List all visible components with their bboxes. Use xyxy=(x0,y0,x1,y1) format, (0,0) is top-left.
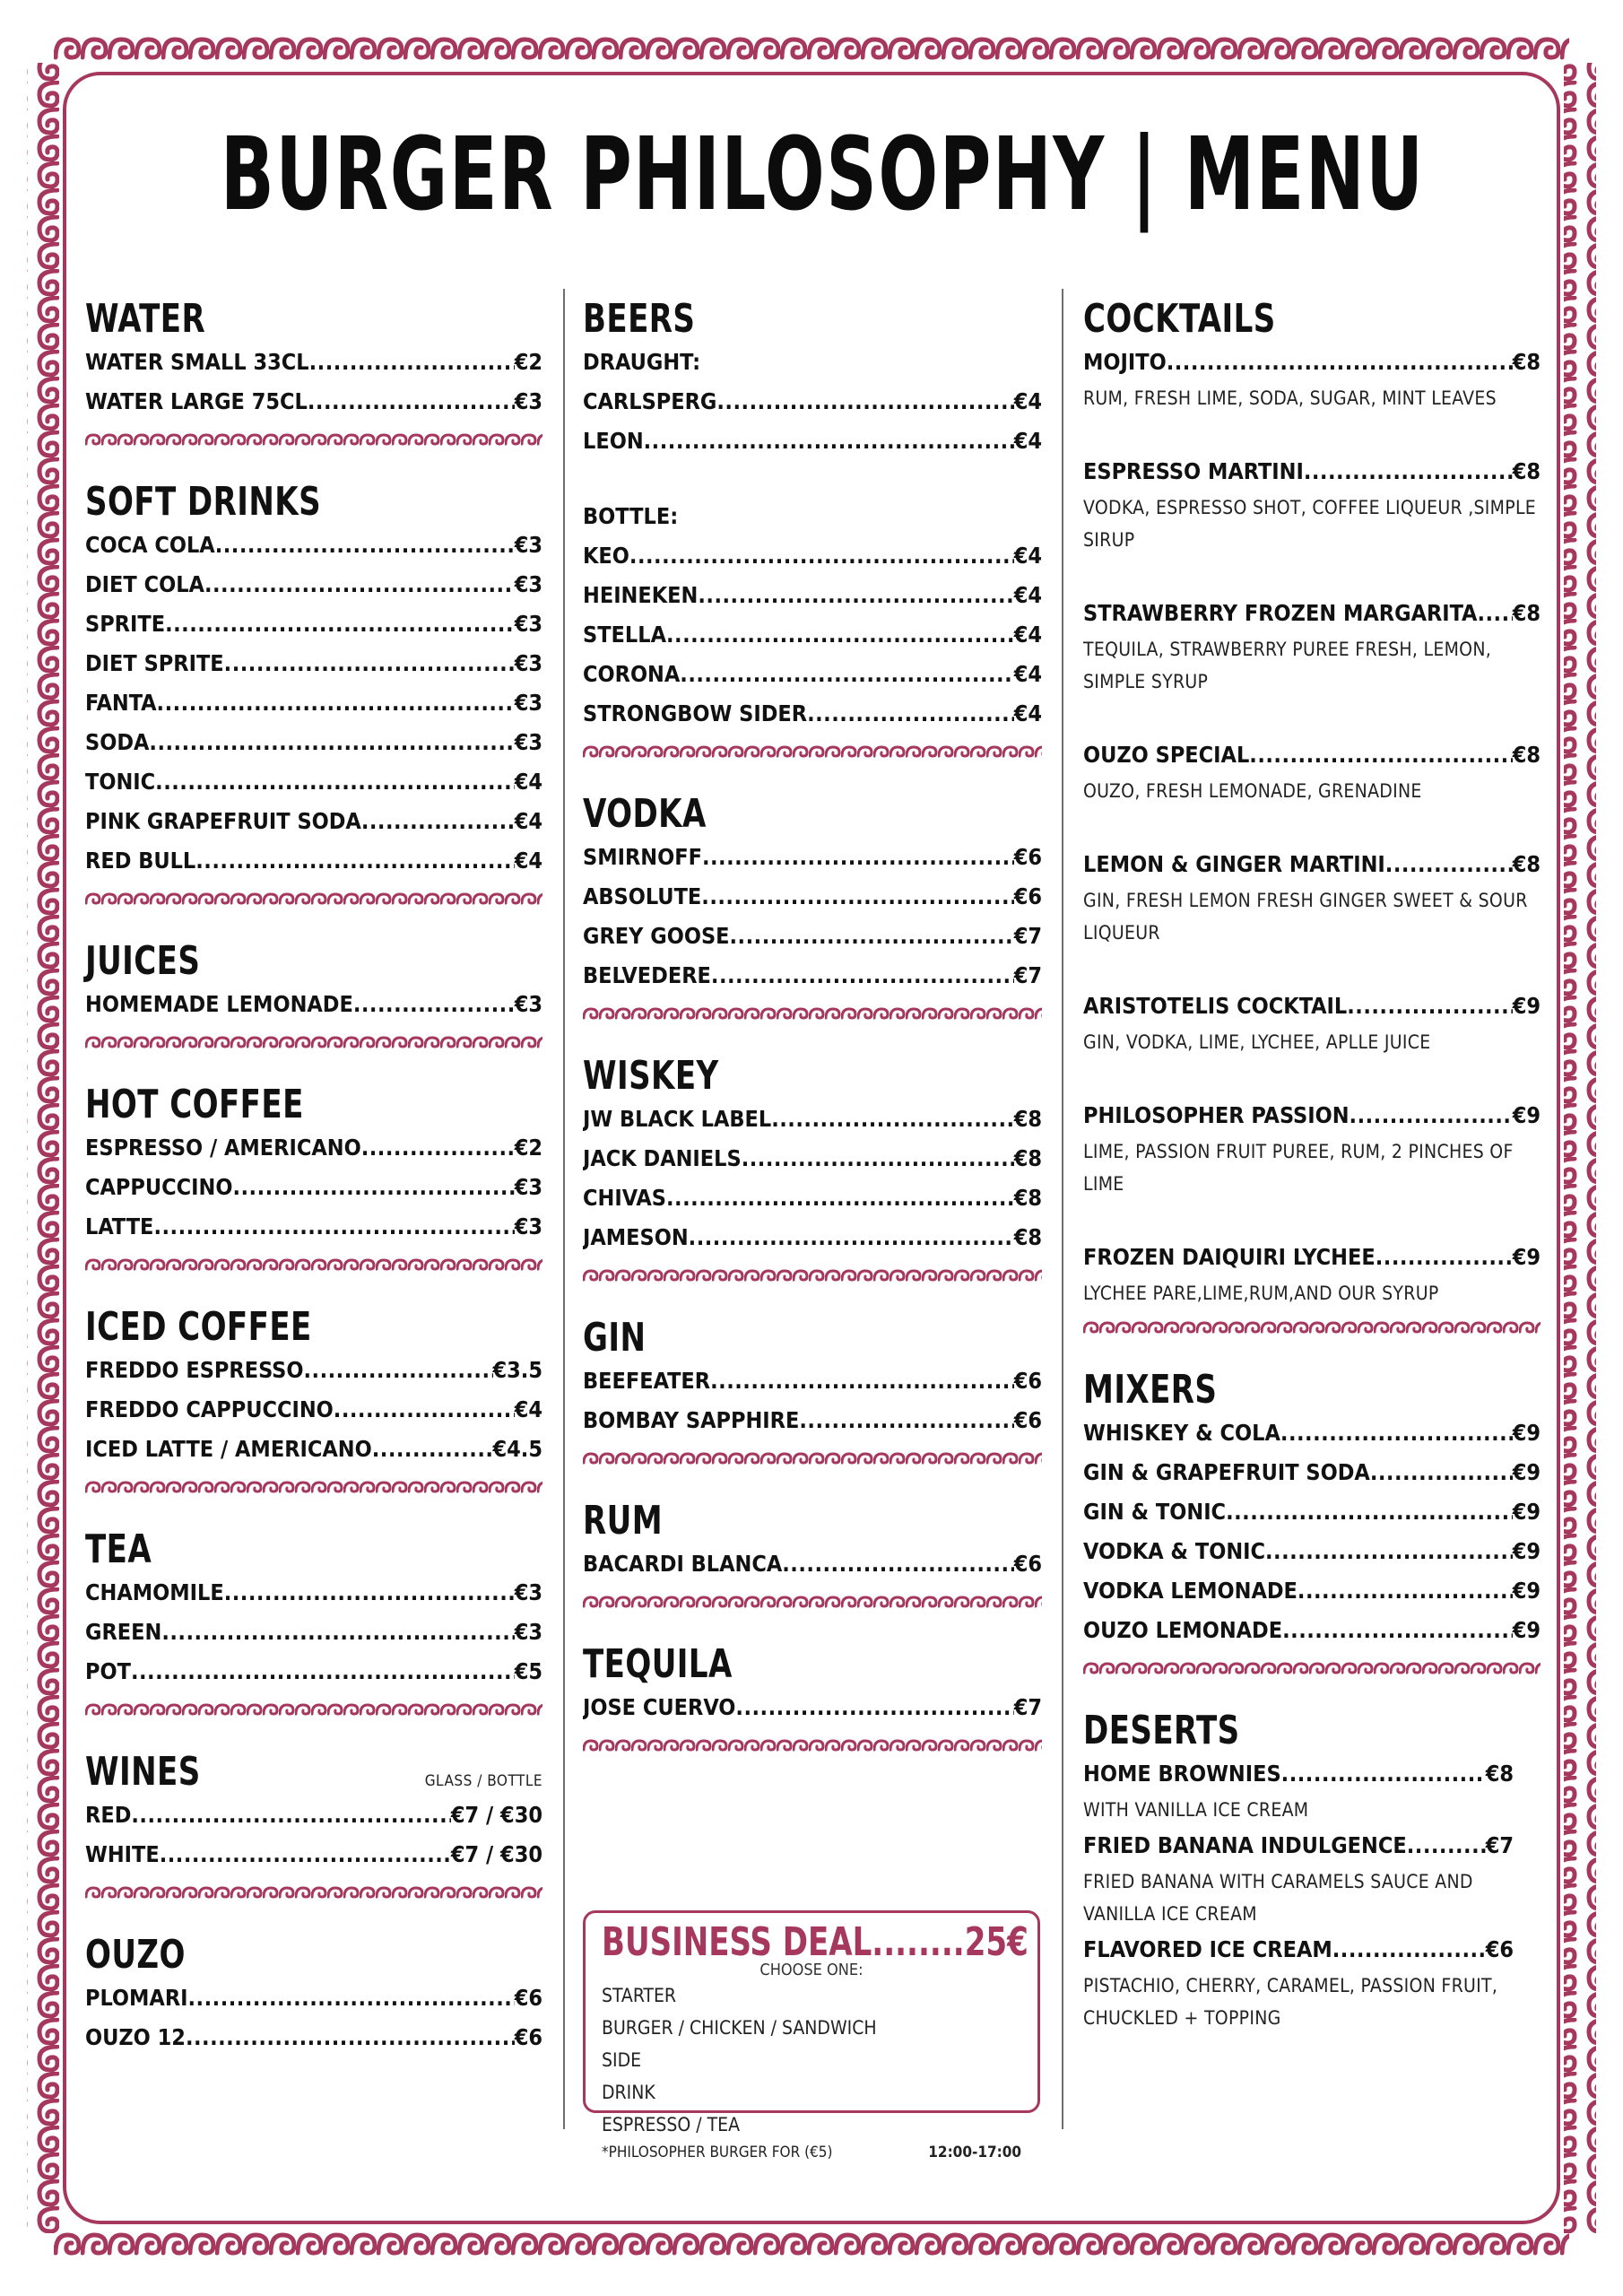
section-iced-coffee xyxy=(85,1304,542,1469)
item-description: LYCHEE PARE,LIME,RUM,AND OUR SYRUP xyxy=(1083,1283,1439,1304)
section-divider xyxy=(85,422,542,457)
menu-item xyxy=(1083,1096,1541,1135)
section-divider xyxy=(583,1727,1042,1763)
section-mixers xyxy=(1083,1367,1541,1650)
item-price: €3 xyxy=(514,571,542,597)
item-price: €4 xyxy=(1013,388,1042,414)
menu-item xyxy=(1083,1826,1514,1866)
item-name: WHISKEY & COLA xyxy=(1083,1420,1280,1446)
column-divider xyxy=(1062,289,1063,2129)
section-heading: DESERTS xyxy=(1083,1708,1240,1753)
section-heading: TEQUILA xyxy=(583,1641,733,1687)
section-rum xyxy=(583,1498,1042,1584)
section-heading: JUICES xyxy=(85,938,201,984)
item-description: WITH VANILLA ICE CREAM xyxy=(1083,1799,1309,1821)
item-price: €4 xyxy=(1013,622,1042,648)
menu-item xyxy=(1083,1754,1514,1794)
item-price: €8 xyxy=(1485,1761,1514,1787)
deal-option: ESPRESSO / TEA xyxy=(602,2114,741,2135)
item-price: €4 xyxy=(514,848,542,874)
item-name: OUZO 12 xyxy=(85,2024,186,2050)
item-name: BELVEDERE xyxy=(583,962,711,988)
item-description: GIN, VODKA, LIME, LYCHEE, APLLE JUICE xyxy=(1083,1031,1431,1053)
section-heading: WATER xyxy=(85,296,206,342)
item-price: €4 xyxy=(514,1396,542,1422)
section-soft-drinks xyxy=(85,479,542,881)
section-heading: OUZO xyxy=(85,1932,186,1978)
item-name: PLOMARI xyxy=(85,1985,188,2011)
item-name: FANTA xyxy=(85,690,157,716)
item-name: KEO xyxy=(583,543,629,569)
menu-item xyxy=(583,1361,1042,1401)
menu-item xyxy=(85,382,542,422)
item-name: SODA xyxy=(85,729,150,755)
menu-item xyxy=(1083,1532,1541,1571)
section-heading: WISKEY xyxy=(583,1053,719,1099)
menu-item xyxy=(85,1652,542,1692)
section-heading: TEA xyxy=(85,1526,152,1572)
menu-item xyxy=(583,382,1042,422)
item-name: CHAMOMILE xyxy=(85,1579,224,1605)
item-description: VODKA, ESPRESSO SHOT, COFFEE LIQUEUR ,SIMPLE SIRUP xyxy=(1083,497,1537,551)
item-price: €4 xyxy=(514,808,542,834)
menu-item xyxy=(85,683,542,723)
item-name: JACK DANIELS xyxy=(583,1145,742,1171)
menu-item xyxy=(85,526,542,565)
section-heading: ICED COFFEE xyxy=(85,1304,312,1350)
item-price: €9 xyxy=(1512,993,1541,1019)
menu-item xyxy=(85,1613,542,1652)
menu-item xyxy=(85,1207,542,1247)
menu-item xyxy=(1083,1453,1541,1492)
item-name: TONIC xyxy=(85,769,156,795)
menu-item xyxy=(85,343,542,382)
menu-item xyxy=(1083,343,1541,382)
item-price: €9 xyxy=(1512,1617,1541,1643)
section-heading: VODKA xyxy=(583,791,707,837)
item-name: FRIED BANANA INDULGENCE xyxy=(1083,1832,1407,1858)
deal-option: DRINK xyxy=(602,2082,655,2103)
menu-item xyxy=(85,565,542,604)
section-divider xyxy=(583,734,1042,770)
item-price: €3 xyxy=(514,388,542,414)
item-price: €8 xyxy=(1013,1145,1042,1171)
item-description: PISTACHIO, CHERRY, CARAMEL, PASSION FRUIT, CHUCKLED + TOPPING xyxy=(1083,1975,1498,2029)
item-price: €6 xyxy=(514,2024,542,2050)
section-beers xyxy=(583,296,1042,734)
item-name: LEON xyxy=(583,428,644,454)
menu-column-2 xyxy=(583,296,1042,1763)
menu-item xyxy=(583,615,1042,655)
section-divider xyxy=(1083,1650,1541,1686)
menu-item xyxy=(85,1390,542,1430)
section-heading: SOFT DRINKS xyxy=(85,479,322,525)
deal-option: BURGER / CHICKEN / SANDWICH xyxy=(602,2017,877,2039)
item-name: OUZO SPECIAL xyxy=(1083,742,1250,768)
menu-item xyxy=(85,644,542,683)
item-name: WATER SMALL 33CL xyxy=(85,349,309,375)
item-price: €9 xyxy=(1512,1420,1541,1446)
section-tea xyxy=(85,1526,542,1692)
menu-item xyxy=(583,1401,1042,1440)
item-name: GIN & GRAPEFRUIT SODA xyxy=(1083,1459,1370,1485)
section-vodka xyxy=(583,791,1042,996)
item-price: €8 xyxy=(1512,349,1541,375)
section-divider xyxy=(85,1469,542,1505)
item-price: €3 xyxy=(514,1619,542,1645)
item-price: €5 xyxy=(514,1658,542,1684)
item-price: €3 xyxy=(514,729,542,755)
menu-item xyxy=(583,917,1042,956)
item-price: €6 xyxy=(1013,1551,1042,1577)
section-divider xyxy=(85,1024,542,1060)
item-name: ICED LATTE / AMERICANO xyxy=(85,1436,372,1462)
deal-footnote: *PHILOSOPHER BURGER FOR (€5) xyxy=(602,2144,833,2161)
menu-item xyxy=(583,1139,1042,1178)
item-price: €8 xyxy=(1512,851,1541,877)
item-description: OUZO, FRESH LEMONADE, GRENADINE xyxy=(1083,780,1422,802)
menu-item xyxy=(1083,452,1541,491)
menu-item xyxy=(583,1100,1042,1139)
item-price: €4 xyxy=(1013,661,1042,687)
item-price: €9 xyxy=(1512,1538,1541,1564)
menu-item xyxy=(583,1218,1042,1257)
item-name: VODKA LEMONADE xyxy=(1083,1578,1298,1604)
section-divider xyxy=(583,1584,1042,1620)
item-description: GIN, FRESH LEMON FRESH GINGER SWEET & SOUR LIQUEUR xyxy=(1083,890,1528,944)
item-name: PHILOSOPHER PASSION xyxy=(1083,1102,1350,1128)
column-divider xyxy=(563,289,565,2129)
item-price: €4 xyxy=(1013,543,1042,569)
menu-item xyxy=(583,1688,1042,1727)
item-price: €6 xyxy=(1013,844,1042,870)
item-price: €4.5 xyxy=(492,1436,542,1462)
business-deal-box xyxy=(583,1910,1040,2161)
item-price: €7 xyxy=(1013,923,1042,949)
item-price: €6 xyxy=(514,1985,542,2011)
item-name: RED BULL xyxy=(85,848,196,874)
menu-item xyxy=(583,694,1042,734)
menu-column-3 xyxy=(1083,296,1541,2034)
item-price: €9 xyxy=(1512,1578,1541,1604)
item-name: PINK GRAPEFRUIT SODA xyxy=(85,808,361,834)
item-name: STELLA xyxy=(583,622,666,648)
menu-item xyxy=(85,762,542,802)
business-deal-title: BUSINESS DEAL........25€ xyxy=(602,1919,1028,1965)
item-name: SMIRNOFF xyxy=(583,844,702,870)
item-name: CARLSPERG xyxy=(583,388,717,414)
section-water xyxy=(85,296,542,422)
item-name: FROZEN DAIQUIRI LYCHEE xyxy=(1083,1244,1376,1270)
item-description: TEQUILA, STRAWBERRY PUREE FRESH, LEMON, SIMPLE SYRUP xyxy=(1083,639,1492,692)
menu-item xyxy=(85,802,542,841)
item-name: FLAVORED ICE CREAM xyxy=(1083,1936,1332,1962)
section-cocktails xyxy=(1083,296,1541,1309)
item-price: €3.5 xyxy=(492,1357,542,1383)
menu-item xyxy=(583,956,1042,996)
menu-item xyxy=(1083,1571,1541,1611)
menu-item xyxy=(1083,1930,1514,1970)
item-name: JW BLACK LABEL xyxy=(583,1106,772,1132)
item-name: BACARDI BLANCA xyxy=(583,1551,783,1577)
section-wines xyxy=(85,1749,542,1874)
item-name: CHIVAS xyxy=(583,1185,667,1211)
deal-option: SIDE xyxy=(602,2049,642,2071)
item-name: ESPRESSO MARTINI xyxy=(1083,458,1304,484)
item-price: €3 xyxy=(514,1174,542,1200)
menu-item xyxy=(85,841,542,881)
item-price: €3 xyxy=(514,611,542,637)
menu-item xyxy=(1083,594,1541,633)
menu-item xyxy=(85,1979,542,2018)
menu-item xyxy=(583,877,1042,917)
menu-item xyxy=(583,1544,1042,1584)
item-price: €7 xyxy=(1013,1694,1042,1720)
item-name: SPRITE xyxy=(85,611,166,637)
item-price: €9 xyxy=(1512,1102,1541,1128)
glass-bottle-note: GLASS / BOTTLE xyxy=(424,1772,542,1790)
section-divider xyxy=(85,881,542,917)
section-heading: HOT COFFEE xyxy=(85,1082,304,1127)
menu-item xyxy=(583,655,1042,694)
section-ouzo xyxy=(85,1932,542,2057)
item-name: HOMEMADE LEMONADE xyxy=(85,991,353,1017)
item-name: ESPRESSO / AMERICANO xyxy=(85,1135,361,1161)
item-price: €3 xyxy=(514,532,542,558)
menu-item xyxy=(85,723,542,762)
menu-item xyxy=(1083,987,1541,1026)
section-wiskey xyxy=(583,1053,1042,1257)
section-divider xyxy=(85,1874,542,1910)
menu-item xyxy=(583,1178,1042,1218)
item-name: FREDDO ESPRESSO xyxy=(85,1357,304,1383)
menu-item xyxy=(583,838,1042,877)
item-price: €2 xyxy=(514,349,542,375)
item-price: €7 xyxy=(1013,962,1042,988)
item-price: €4 xyxy=(1013,700,1042,726)
item-name: WATER LARGE 75CL xyxy=(85,388,308,414)
page-title: BURGER PHILOSOPHY | MENU xyxy=(220,117,1425,233)
item-name: GIN & TONIC xyxy=(1083,1499,1227,1525)
section-heading: WINES xyxy=(85,1749,201,1795)
menu-item xyxy=(1083,845,1541,884)
section-divider xyxy=(583,1257,1042,1293)
section-juices xyxy=(85,938,542,1024)
item-name: DIET SPRITE xyxy=(85,650,224,676)
item-name: CAPPUCCINO xyxy=(85,1174,233,1200)
item-name: VODKA & TONIC xyxy=(1083,1538,1266,1564)
section-hot-coffee xyxy=(85,1082,542,1247)
item-name: ARISTOTELIS COCKTAIL xyxy=(1083,993,1348,1019)
menu-column-1 xyxy=(85,296,542,2057)
item-name: HOME BROWNIES xyxy=(1083,1761,1281,1787)
item-price: €8 xyxy=(1512,600,1541,626)
menu-item xyxy=(85,1351,542,1390)
item-name: BOMBAY SAPPHIRE xyxy=(583,1407,800,1433)
item-name: HEINEKEN xyxy=(583,582,699,608)
menu-item xyxy=(1083,1238,1541,1277)
item-name: LATTE xyxy=(85,1213,154,1239)
item-description: FRIED BANANA WITH CARAMELS SAUCE AND VANILLA ICE CREAM xyxy=(1083,1871,1473,1925)
item-name: BEEFEATER xyxy=(583,1368,711,1394)
item-price: €3 xyxy=(514,690,542,716)
item-price: €6 xyxy=(1485,1936,1514,1962)
deal-hours: 12:00-17:00 xyxy=(928,2144,1021,2161)
menu-item xyxy=(1083,735,1541,775)
item-price: €7 / €30 xyxy=(450,1802,542,1828)
item-price: €3 xyxy=(514,1213,542,1239)
deal-option: STARTER xyxy=(602,1985,677,2006)
section-divider xyxy=(583,996,1042,1031)
item-name: MOJITO xyxy=(1083,349,1167,375)
item-name: OUZO LEMONADE xyxy=(1083,1617,1283,1643)
item-price: €8 xyxy=(1013,1185,1042,1211)
item-price: €7 xyxy=(1485,1832,1514,1858)
menu-item xyxy=(85,985,542,1024)
item-name: DIET COLA xyxy=(85,571,204,597)
section-divider xyxy=(1083,1309,1541,1345)
item-description: RUM, FRESH LIME, SODA, SUGAR, MINT LEAVES xyxy=(1083,387,1497,409)
menu-item xyxy=(583,576,1042,615)
menu-item xyxy=(583,536,1042,576)
menu-item xyxy=(85,1573,542,1613)
item-price: €7 / €30 xyxy=(450,1841,542,1867)
item-name: STRONGBOW SIDER xyxy=(583,700,808,726)
item-price: €8 xyxy=(1512,742,1541,768)
item-price: €9 xyxy=(1512,1499,1541,1525)
menu-item xyxy=(85,1128,542,1168)
item-price: €3 xyxy=(514,991,542,1017)
item-price: €8 xyxy=(1013,1106,1042,1132)
item-price: €8 xyxy=(1013,1224,1042,1250)
section-heading: RUM xyxy=(583,1498,664,1544)
item-name: GREEN xyxy=(85,1619,162,1645)
section-divider xyxy=(85,1692,542,1727)
item-price: €4 xyxy=(1013,582,1042,608)
item-name: POT xyxy=(85,1658,131,1684)
menu-item xyxy=(1083,1413,1541,1453)
item-price: €8 xyxy=(1512,458,1541,484)
item-price: €3 xyxy=(514,1579,542,1605)
item-description: LIME, PASSION FRUIT PUREE, RUM, 2 PINCHES OF LIME xyxy=(1083,1141,1514,1195)
item-price: €4 xyxy=(1013,428,1042,454)
section-heading: COCKTAILS xyxy=(1083,296,1276,342)
item-name: CORONA xyxy=(583,661,681,687)
item-price: €6 xyxy=(1013,883,1042,909)
item-name: JAMESON xyxy=(583,1224,689,1250)
section-deserts xyxy=(1083,1708,1514,2034)
menu-item xyxy=(85,2018,542,2057)
choose-one-label: CHOOSE ONE: xyxy=(759,1961,864,1979)
item-price: €4 xyxy=(514,769,542,795)
section-heading: BEERS xyxy=(583,296,696,342)
menu-item xyxy=(1083,1492,1541,1532)
draught-label: DRAUGHT: xyxy=(583,349,701,375)
item-name: WHITE xyxy=(85,1841,160,1867)
menu-item xyxy=(85,1796,542,1835)
menu-item xyxy=(85,1168,542,1207)
menu-item xyxy=(85,1430,542,1469)
item-name: LEMON & GINGER MARTINI xyxy=(1083,851,1385,877)
item-name: ABSOLUTE xyxy=(583,883,702,909)
menu-item xyxy=(583,422,1042,461)
section-divider xyxy=(85,1247,542,1283)
menu-item xyxy=(85,1835,542,1874)
bottle-label: BOTTLE: xyxy=(583,503,679,529)
item-name: JOSE CUERVO xyxy=(583,1694,736,1720)
item-price: €6 xyxy=(1013,1407,1042,1433)
section-gin xyxy=(583,1315,1042,1440)
item-name: RED xyxy=(85,1802,132,1828)
menu-item xyxy=(85,604,542,644)
item-name: COCA COLA xyxy=(85,532,215,558)
section-heading: MIXERS xyxy=(1083,1367,1218,1413)
section-heading: GIN xyxy=(583,1315,647,1361)
item-price: €9 xyxy=(1512,1459,1541,1485)
item-name: STRAWBERRY FROZEN MARGARITA xyxy=(1083,600,1478,626)
section-divider xyxy=(583,1440,1042,1476)
item-name: GREY GOOSE xyxy=(583,923,730,949)
menu-item xyxy=(1083,1611,1541,1650)
item-price: €6 xyxy=(1013,1368,1042,1394)
section-tequila xyxy=(583,1641,1042,1727)
item-price: €9 xyxy=(1512,1244,1541,1270)
item-price: €2 xyxy=(514,1135,542,1161)
item-price: €3 xyxy=(514,650,542,676)
item-name: FREDDO CAPPUCCINO xyxy=(85,1396,334,1422)
